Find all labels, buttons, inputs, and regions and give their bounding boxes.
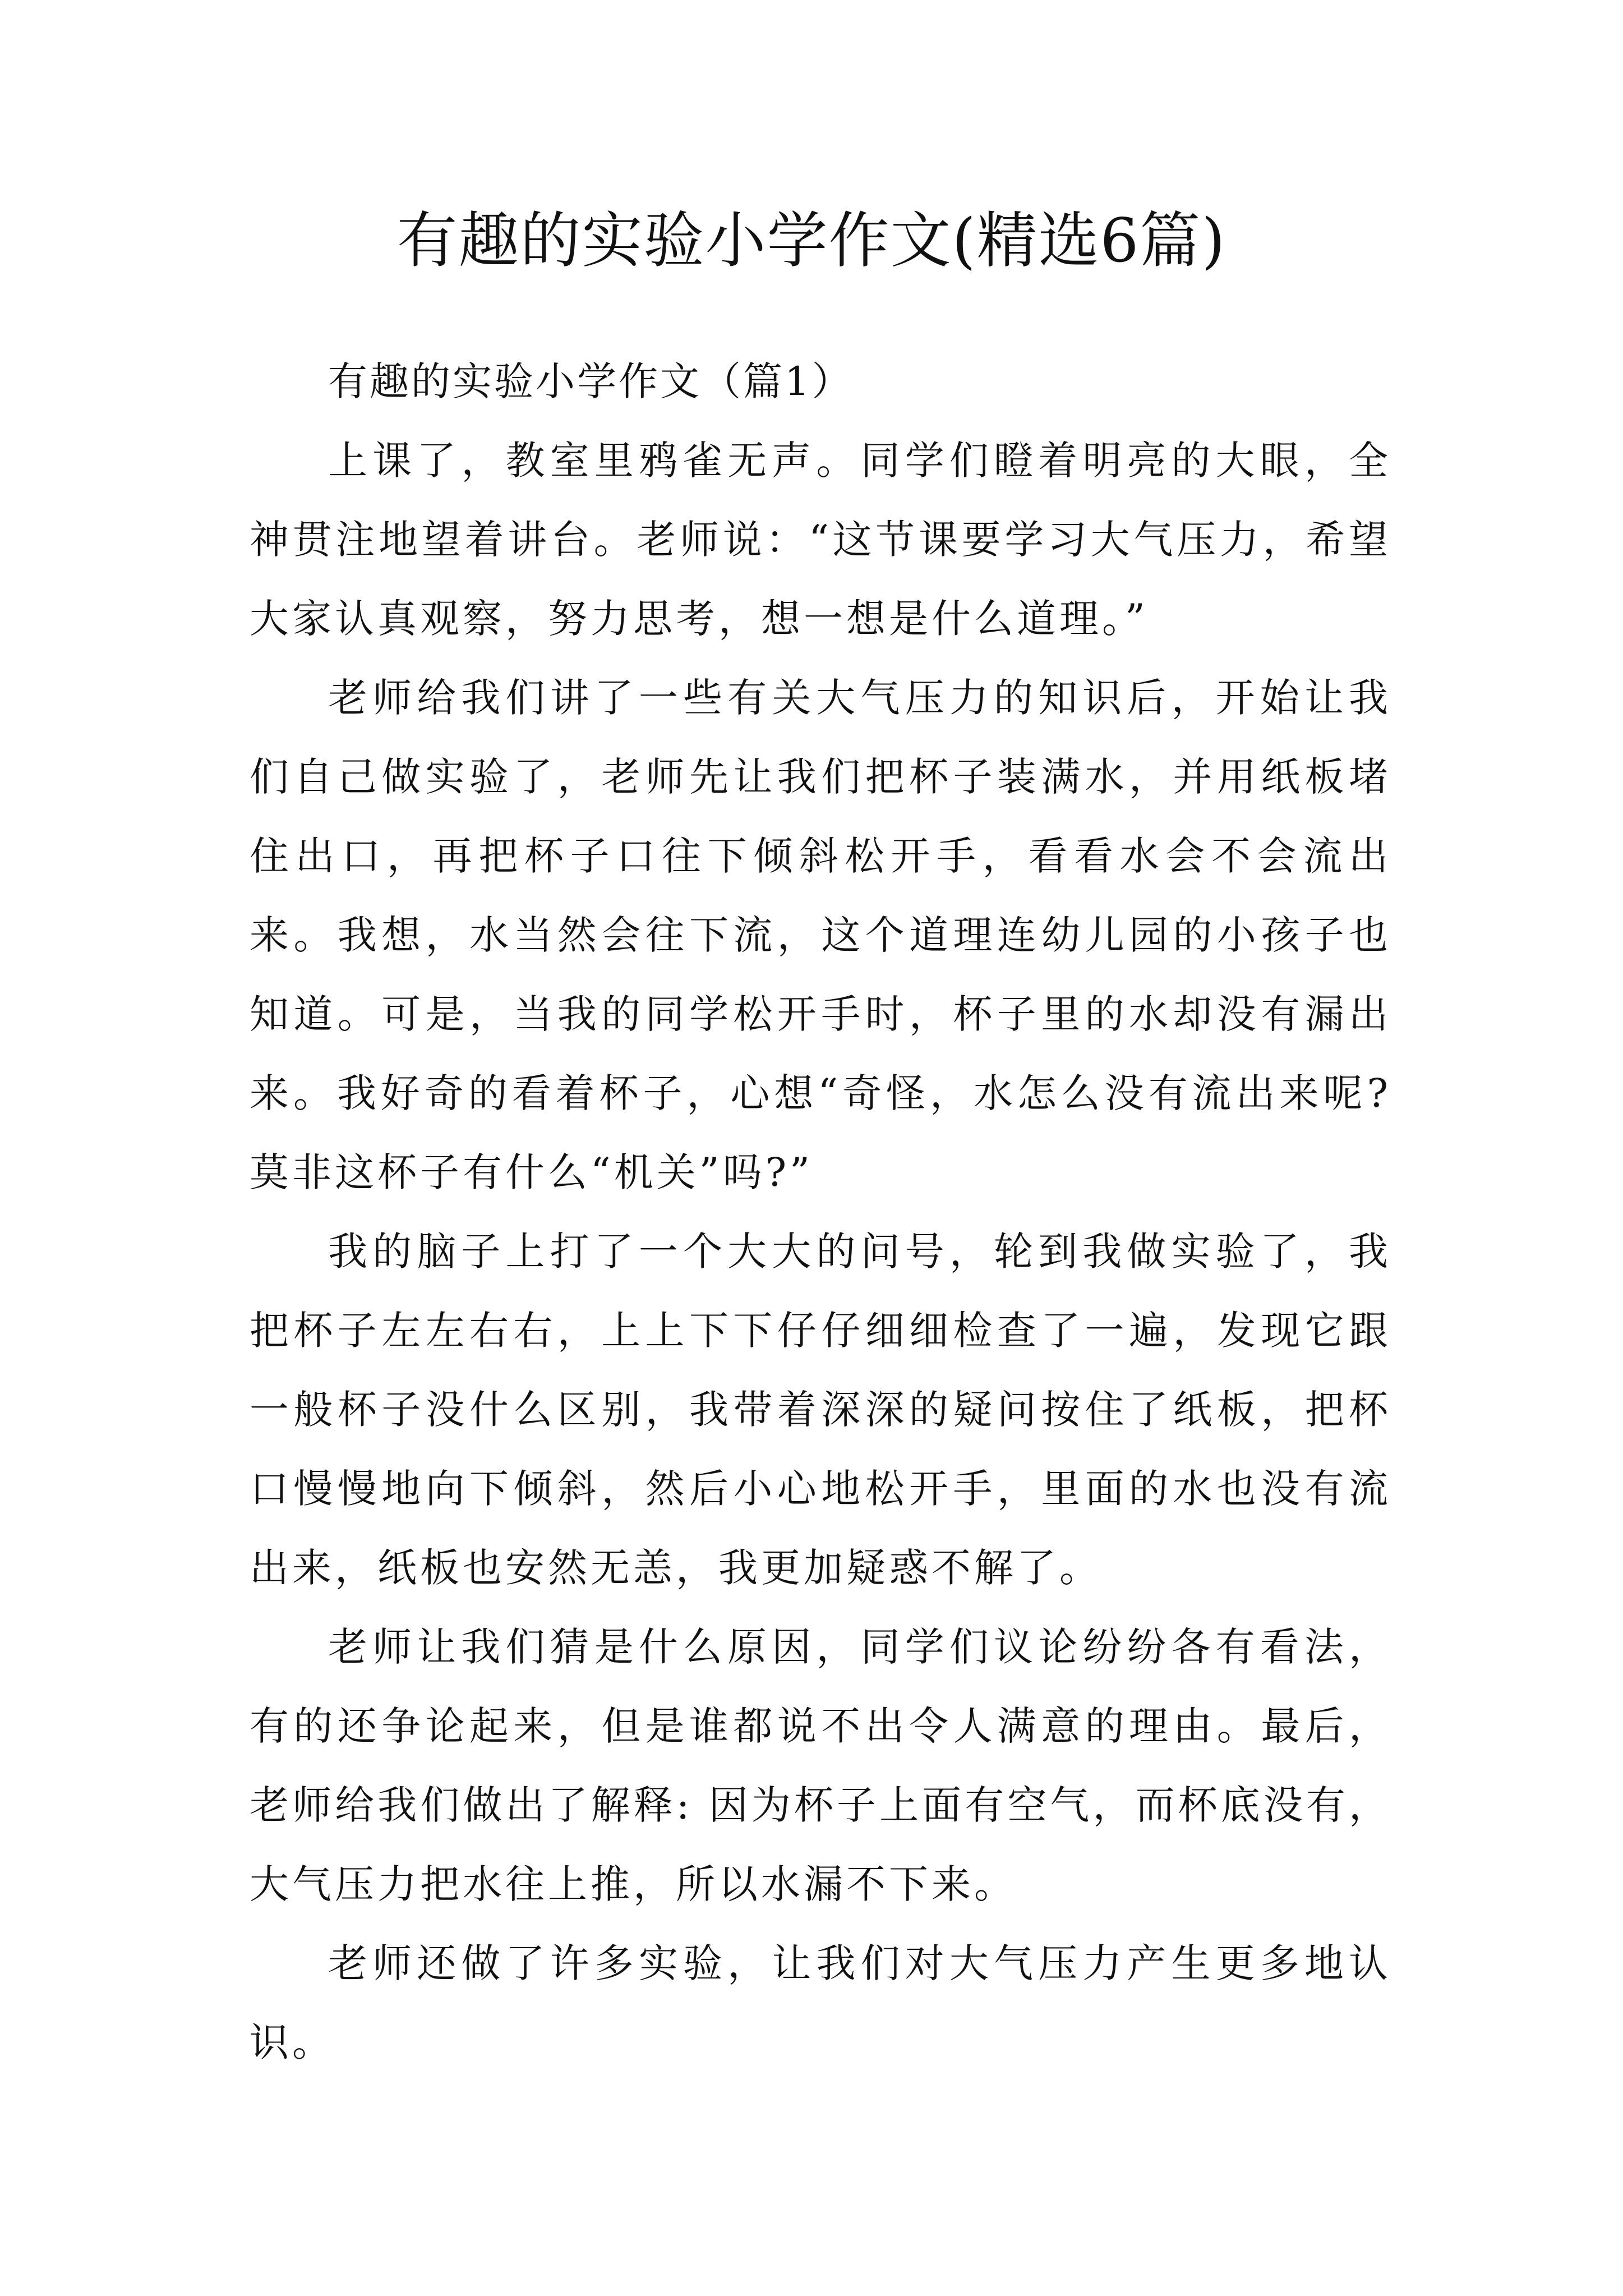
document-body <box>250 342 1391 2082</box>
paragraph-3: 我的脑子上打了一个大大的问号，轮到我做实验了，我把杯子左左右右，上上下下仔仔细细检查了一遍，发现它跟一般杯子没什么区别，我带着深深的疑问按住了纸板，把杯口慢慢地向下倾斜，然后小心地松开手，里面的水也没有流出来，纸板也安然无恙，我更加疑惑不解了。 <box>250 1228 1391 1591</box>
paragraph-4: 老师让我们猜是什么原因，同学们议论纷纷各有看法，有的还争论起来，但是谁都说不出令人满意的理由。最后，老师给我们做出了解释: 因为杯子上面有空气，而杯底没有，大气压力把水往上推，所以水漏不下来。 <box>250 1624 1391 1907</box>
paragraph-1: 上课了，教室里鸦雀无声。同学们瞪着明亮的大眼，全神贯注地望着讲台。老师说：“这节课要学习大气压力，希望大家认真观察，努力思考，想一想是什么道理。” <box>250 438 1391 642</box>
paragraph-2: 老师给我们讲了一些有关大气压力的知识后，开始让我们自己做实验了，老师先让我们把杯子装满水，并用纸板堵住出口，再把杯子口往下倾斜松开手，看看水会不会流出来。我想，水当然会往下流，这个道理连幼儿园的小孩子也知道。可是，当我的同学松开手时，杯子里的水却没有漏出来。我好奇的看着杯子，心想“奇怪，水怎么没有流出来呢?莫非这杯子有什么“机关”吗?” <box>250 675 1391 1195</box>
document-title: 有趣的实验小学作文(精选6篇) <box>396 206 1227 276</box>
section-heading: 有趣的实验小学作文（篇1） <box>328 358 854 404</box>
paragraph-5: 老师还做了许多实验，让我们对大气压力产生更多地认识。 <box>250 1940 1391 2065</box>
